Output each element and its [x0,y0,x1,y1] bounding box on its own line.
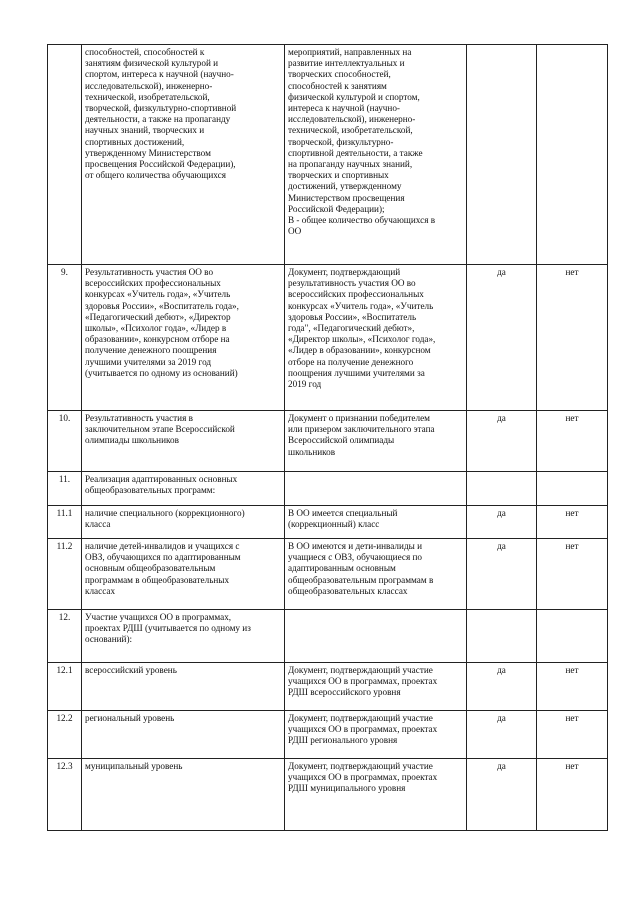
no-cell: нет [537,539,608,610]
no-cell [537,45,608,265]
yes-cell: да [467,265,537,411]
document-cell: В ОО имеется специальный (коррекционный) класс [285,506,467,539]
indicator-cell: Результативность участия в заключительном этапе Всероссийской олимпиады школьников [82,411,285,472]
row-number: 12.1 [48,663,82,711]
no-cell: нет [537,265,608,411]
row-number: 11.1 [48,506,82,539]
yes-cell: да [467,411,537,472]
indicator-cell: наличие детей-инвалидов и учащихся с ОВЗ, обучающихся по адаптированным основным общеобразовательным программам в общеобразовательных классах [82,539,285,610]
indicator-cell: Реализация адаптированных основных общеобразовательных программ: [82,472,285,506]
yes-cell: да [467,506,537,539]
document-cell: Документ, подтверждающий участие учащихся ОО в программах, проектах РДШ всероссийского уровня [285,663,467,711]
yes-cell: да [467,759,537,831]
table-row [48,506,608,539]
no-cell: нет [537,411,608,472]
row-number: 9. [48,265,82,411]
table-row [48,472,608,506]
document-cell: Документ, подтверждающий результативность участия ОО во всероссийских профессиональных конкурсах «Учитель года», «Учитель здоровья России», «Воспитатель года", «Педагогический дебют», «Директор школы», «Психолог года», «Лидер в образовании», конкурсном отборе на получение денежного поощрения лучшими учителями за 2019 год [285,265,467,411]
no-cell: нет [537,506,608,539]
row-number: 11. [48,472,82,506]
document-cell: Документ, подтверждающий участие учащихся ОО в программах, проектах РДШ регионального уровня [285,711,467,759]
yes-cell: да [467,539,537,610]
table-row [48,711,608,759]
table-row [48,411,608,472]
table-row [48,610,608,663]
yes-cell [467,610,537,663]
table-row [48,663,608,711]
table-row [48,45,608,265]
row-number: 12. [48,610,82,663]
document-cell [285,610,467,663]
indicator-cell: наличие специального (коррекционного) класса [82,506,285,539]
document-cell: Документ, подтверждающий участие учащихся ОО в программах, проектах РДШ муниципального уровня [285,759,467,831]
table-row [48,539,608,610]
yes-cell [467,472,537,506]
indicator-cell: Результативность участия ОО во всероссийских профессиональных конкурсах «Учитель года», «Учитель здоровья России», «Воспитатель года», «Педагогический дебют», «Директор школы», «Психолог года», «Лидер в образовании», конкурсном отборе на получение денежного поощрения лучшими учителями за 2019 год (учитывается по одному из оснований) [82,265,285,411]
row-number: 10. [48,411,82,472]
criteria-table [47,44,608,831]
no-cell: нет [537,711,608,759]
table-row [48,265,608,411]
yes-cell: да [467,663,537,711]
document-cell: В ОО имеются и дети-инвалиды и учащиеся с ОВЗ, обучающиеся по адаптированным основным общеобразовательным программам в общеобразовательных классах [285,539,467,610]
document-cell: мероприятий, направленных на развитие интеллектуальных и творческих способностей, способностей к занятиям физической культурой и спортом, интереса к научной (научно- исследовательской), инженерно- технической, изобретательской, творческой, физкультурно- спортивной деятельности, а также на пропаганду научных знаний, творческих и спортивных достижений, утвержденному Министерством просвещения Российской Федерации); В - общее количество обучающихся в ОО [285,45,467,265]
no-cell: нет [537,663,608,711]
row-number: 12.3 [48,759,82,831]
document-cell [285,472,467,506]
row-number [48,45,82,265]
indicator-cell: всероссийский уровень [82,663,285,711]
no-cell [537,472,608,506]
row-number: 11.2 [48,539,82,610]
document-cell: Документ о признании победителем или призером заключительного этапа Всероссийской олимпиады школьников [285,411,467,472]
yes-cell [467,45,537,265]
indicator-cell: муниципальный уровень [82,759,285,831]
table-row [48,759,608,831]
indicator-cell: региональный уровень [82,711,285,759]
indicator-cell: способностей, способностей к занятиям физической культурой и спортом, интереса к научной (научно- исследовательской), инженерно- технической, изобретательской, творческой, физкультурно-спортивной деятельности, а также на пропаганду научных знаний, творческих и спортивных достижений, утвержденному Министерством просвещения Российской Федерации), от общего количества обучающихся [82,45,285,265]
no-cell [537,610,608,663]
no-cell: нет [537,759,608,831]
indicator-cell: Участие учащихся ОО в программах, проектах РДШ (учитывается по одному из оснований): [82,610,285,663]
yes-cell: да [467,711,537,759]
row-number: 12.2 [48,711,82,759]
